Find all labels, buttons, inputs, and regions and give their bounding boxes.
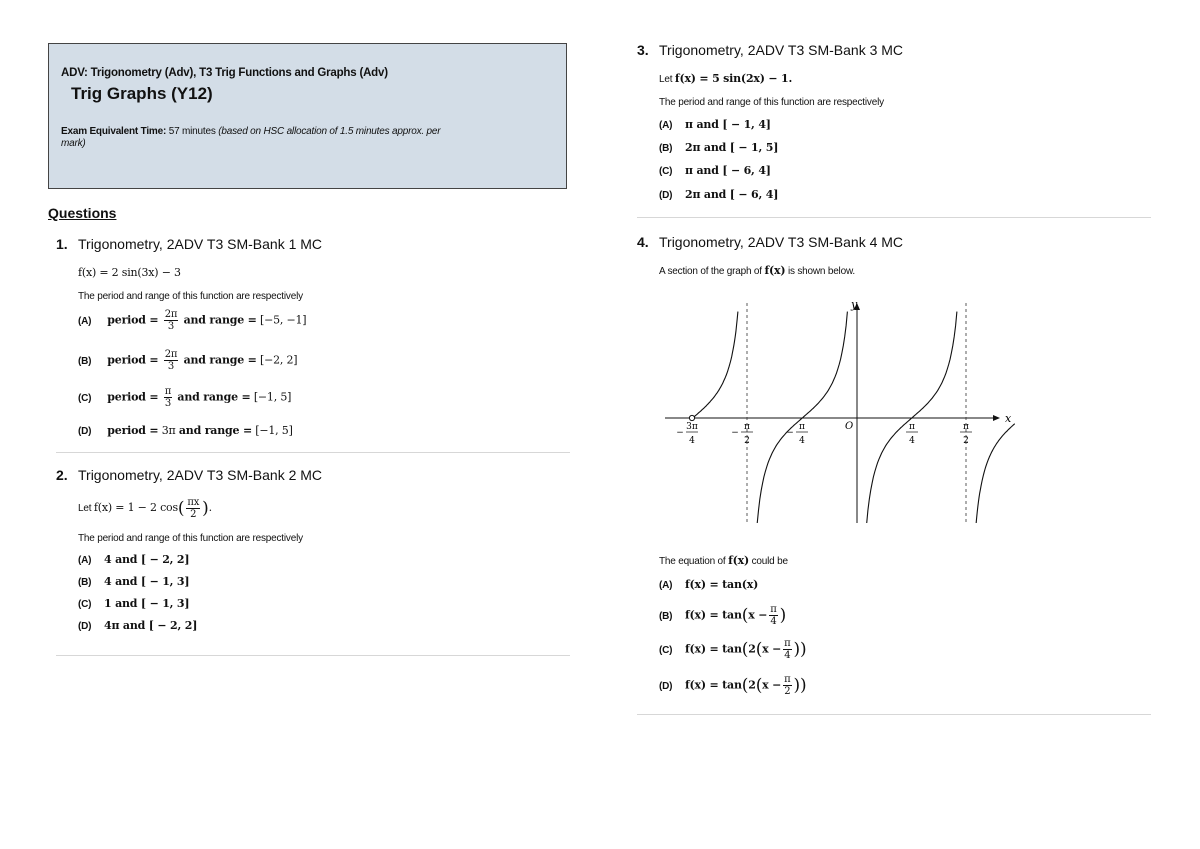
- fraction-numerator: π: [164, 386, 172, 397]
- question-title: [637, 234, 903, 250]
- paren-close: )): [793, 639, 807, 660]
- fraction-denominator: 2: [784, 686, 791, 697]
- option-label: (A): [659, 120, 673, 131]
- option-text: 1 and [ − 1, 3]: [104, 597, 190, 610]
- option-text: 2π and [ − 1, 5]: [685, 141, 779, 154]
- tick-numerator: π: [963, 422, 969, 432]
- option-label: (A): [78, 555, 92, 566]
- option-text: 2π and [ − 6, 4]: [685, 188, 779, 201]
- question-prompt: The period and range of this function are respectively: [78, 291, 303, 302]
- option-text: f(x) = tan: [685, 678, 742, 692]
- paren-close: ): [779, 605, 787, 626]
- let-word: Let: [659, 74, 673, 85]
- paren-open: (: [741, 605, 749, 626]
- function-expression: f(x) = 5 sin(2x) − 1.: [674, 72, 793, 85]
- period-word: period =: [107, 353, 159, 367]
- let-word: Let: [78, 503, 92, 515]
- tick-denominator: 4: [909, 436, 915, 446]
- tick-sign: −: [676, 428, 684, 438]
- period-word: period =: [107, 390, 159, 404]
- y-axis-label: y: [851, 298, 858, 311]
- question-prompt: The period and range of this function are respectively: [659, 97, 884, 108]
- intro-text: A section of the graph of: [659, 266, 762, 277]
- option-range: [−1, 5]: [255, 424, 293, 437]
- fraction: [186, 497, 200, 520]
- option-inner2: x −: [762, 678, 782, 692]
- tick-denominator: 2: [744, 436, 750, 446]
- questions-heading: Questions: [48, 205, 117, 221]
- option-b[interactable]: [659, 604, 786, 627]
- period-word: period =: [107, 424, 159, 437]
- question-number: 1.: [56, 236, 68, 252]
- paren-open: (: [177, 498, 185, 519]
- tick-numerator: π: [744, 422, 750, 432]
- tick-label: [731, 422, 753, 446]
- question-title-text: Trigonometry, 2ADV T3 SM-Bank 2 MC: [78, 467, 323, 483]
- option-range: [−5, −1]: [259, 313, 307, 327]
- question-title-text: Trigonometry, 2ADV T3 SM-Bank 1 MC: [78, 236, 323, 252]
- curve-group: [693, 312, 1015, 523]
- question-title: [56, 467, 322, 483]
- option-d[interactable]: [659, 188, 778, 201]
- option-label: (B): [78, 577, 92, 588]
- tick-sign: −: [786, 428, 794, 438]
- period-word: period =: [107, 313, 159, 327]
- tick-label: [960, 422, 972, 446]
- open-endpoint: [689, 415, 694, 420]
- intro-function: f(x): [764, 264, 786, 277]
- option-c[interactable]: [78, 597, 189, 610]
- paren-open-inner: (: [755, 639, 763, 660]
- paren-open-inner: (: [755, 675, 763, 696]
- question-number: 2.: [56, 467, 68, 483]
- option-label: (A): [659, 580, 673, 591]
- option-text: 4 and [ − 2, 2]: [104, 553, 190, 566]
- tick-labels: [676, 422, 972, 446]
- tick-denominator: 4: [689, 436, 695, 446]
- option-c[interactable]: [659, 638, 806, 661]
- option-inner: x −: [748, 608, 768, 622]
- range-word: and range =: [177, 390, 251, 404]
- question-intro: [659, 264, 855, 277]
- option-text: π and [ − 6, 4]: [685, 164, 771, 177]
- question-title: [56, 236, 322, 252]
- exam-time-label: Exam Equivalent Time:: [61, 126, 167, 137]
- tick-label: [676, 422, 698, 446]
- fraction-denominator: 3: [167, 361, 175, 372]
- fraction: [783, 638, 791, 661]
- range-word: and range =: [183, 353, 257, 367]
- fraction-denominator: 3: [167, 321, 175, 332]
- fraction: [164, 309, 179, 332]
- tick-label: [906, 422, 918, 446]
- option-text: 4 and [ − 1, 3]: [104, 575, 190, 588]
- fraction: [769, 604, 777, 627]
- question-number: 3.: [637, 42, 649, 58]
- option-label: (C): [78, 599, 92, 610]
- option-b[interactable]: [659, 141, 778, 154]
- question-function: f(x) = 2 sin(3x) − 3: [78, 266, 181, 279]
- option-a[interactable]: [659, 578, 758, 591]
- fraction-denominator: 4: [784, 650, 791, 661]
- option-range: [−1, 5]: [253, 390, 292, 404]
- fraction-numerator: π: [784, 674, 791, 685]
- tick-numerator: 3π: [686, 422, 698, 432]
- range-word: and range =: [183, 313, 257, 327]
- origin-label: O: [845, 421, 854, 432]
- question-number: 4.: [637, 234, 649, 250]
- tick-denominator: 2: [963, 436, 969, 446]
- paren-open: (: [741, 639, 749, 660]
- fraction-numerator: 2π: [164, 349, 178, 360]
- fraction: [164, 386, 172, 409]
- range-word: and range =: [178, 424, 252, 437]
- option-label: (B): [659, 610, 673, 622]
- fraction-numerator: π: [770, 604, 777, 615]
- option-b[interactable]: [78, 575, 189, 588]
- fraction-numerator: π: [784, 638, 791, 649]
- option-text: 4π and [ − 2, 2]: [104, 619, 198, 632]
- option-inner2: x −: [762, 642, 782, 656]
- question-function: [78, 497, 212, 520]
- option-c[interactable]: [659, 164, 771, 177]
- tick-label: [786, 422, 808, 446]
- exam-time: [61, 126, 441, 150]
- option-text: f(x) = tan: [685, 642, 742, 656]
- curve-branch-2: [757, 312, 847, 523]
- option-label: (C): [78, 392, 92, 404]
- curve-branch-4: [976, 424, 1015, 523]
- period-mark: .: [208, 501, 212, 515]
- option-d[interactable]: [659, 674, 806, 697]
- question-function: [659, 72, 792, 85]
- fraction-denominator: 2: [190, 509, 197, 520]
- page-title: Trig Graphs (Y12): [71, 84, 213, 103]
- paren-close: ): [202, 498, 209, 519]
- separator: [637, 217, 1151, 218]
- tick-numerator: π: [909, 422, 915, 432]
- fraction-numerator: πx: [187, 497, 200, 508]
- option-c[interactable]: [78, 386, 291, 409]
- option-inner: 2: [748, 678, 756, 692]
- exam-time-value: 57 minutes: [168, 126, 216, 137]
- tick-denominator: 4: [799, 436, 805, 446]
- exam-time-note: (based on HSC allocation of 1.5 minutes approx. per mark): [61, 126, 441, 149]
- question-prompt: The period and range of this function are respectively: [78, 533, 303, 544]
- option-label: (B): [659, 143, 673, 154]
- option-label: (D): [78, 621, 92, 632]
- curve-branch-1: [693, 312, 738, 418]
- option-text: f(x) = tan: [685, 608, 742, 622]
- option-label: (D): [78, 426, 92, 437]
- fraction: [164, 349, 179, 372]
- question-title-text: Trigonometry, 2ADV T3 SM-Bank 4 MC: [659, 234, 904, 250]
- x-axis-label: x: [1005, 412, 1012, 425]
- option-label: (D): [659, 190, 673, 201]
- option-a[interactable]: [78, 309, 306, 332]
- option-a[interactable]: [659, 118, 771, 131]
- separator: [56, 655, 570, 656]
- option-period: 3π: [161, 424, 176, 437]
- option-b[interactable]: [78, 349, 297, 372]
- option-a[interactable]: [78, 553, 189, 566]
- question-title-text: Trigonometry, 2ADV T3 SM-Bank 3 MC: [659, 42, 904, 58]
- fraction-numerator: 2π: [164, 309, 178, 320]
- question-title: [637, 42, 903, 58]
- paren-close: )): [793, 675, 807, 696]
- separator: [56, 452, 570, 453]
- tick-sign: −: [731, 428, 739, 438]
- fraction-denominator: 4: [770, 616, 777, 627]
- option-label: (C): [659, 644, 673, 656]
- function-lhs: f(x) = 1 − 2 cos: [93, 501, 178, 515]
- topic-heading: ADV: Trigonometry (Adv), T3 Trig Functions and Graphs (Adv): [61, 67, 388, 79]
- curve-branch-3: [867, 312, 957, 523]
- tick-numerator: π: [799, 422, 805, 432]
- option-d[interactable]: [78, 619, 197, 632]
- option-range: [−2, 2]: [259, 353, 298, 367]
- option-inner: 2: [748, 642, 756, 656]
- intro-text-end: is shown below.: [787, 266, 855, 277]
- option-d[interactable]: [78, 424, 293, 437]
- option-label: (D): [659, 680, 673, 692]
- fraction-denominator: 3: [164, 398, 171, 409]
- worksheet-header: [48, 43, 567, 189]
- separator: [637, 714, 1151, 715]
- question-prompt: [659, 554, 788, 567]
- tangent-graph: [665, 298, 1017, 523]
- option-label: (A): [78, 315, 92, 327]
- option-label: (C): [659, 166, 673, 177]
- prompt-function: f(x): [728, 554, 749, 567]
- fraction: [783, 674, 791, 697]
- paren-open: (: [741, 675, 749, 696]
- option-text: π and [ − 1, 4]: [685, 118, 771, 131]
- option-text: f(x) = tan(x): [685, 578, 759, 591]
- prompt-text-end: could be: [751, 556, 788, 567]
- option-label: (B): [78, 355, 92, 367]
- prompt-text: The equation of: [659, 556, 726, 567]
